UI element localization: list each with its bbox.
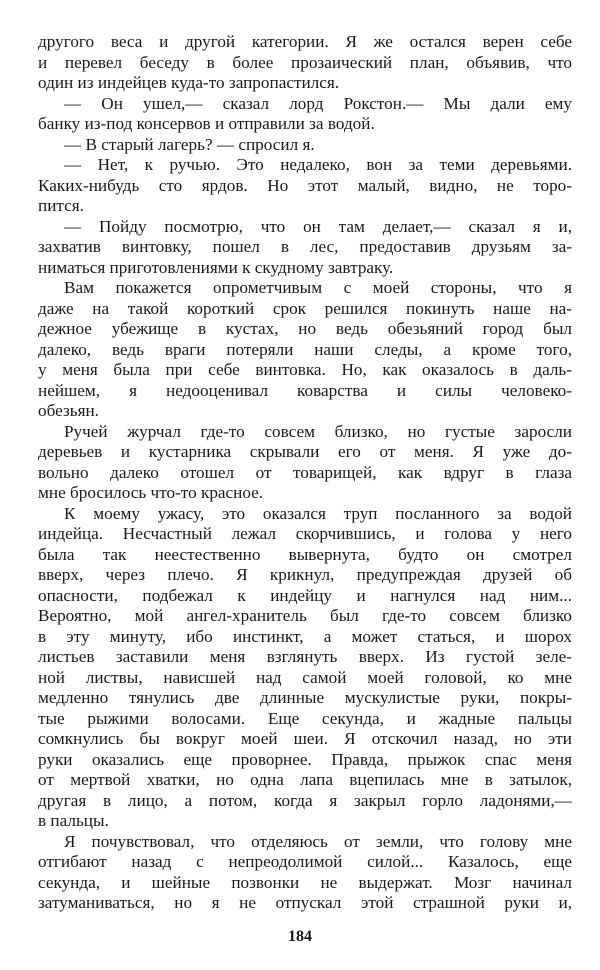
text-line: деревьев и кустарника скрывали его от меня. Я уже до- <box>38 442 572 461</box>
text-line: Каких-нибудь сто ярдов. Но этот малый, видно, не торо- <box>38 175 572 195</box>
text-line: — Пойду посмотрю, что он там делает,— сказал я и, <box>64 216 572 236</box>
text-line: секунда, и шейные позвонки не выдержат. Мозг начинал <box>38 872 572 892</box>
text-line: — Нет, к ручью. Это недалеко, вон за теми деревьями. <box>64 155 572 174</box>
text-line: вверх, через плечо. Я крикнул, предупреждая друзей об <box>38 565 572 584</box>
text-line: далеко, ведь враги потеряли наши следы, а кроме того, <box>38 339 572 359</box>
text-line: индейца. Несчастный лежал скорчившись, и голова у него <box>38 524 572 543</box>
text-line: от мертвой хватки, но одна лапа вцепилась мне в затылок, <box>38 770 572 789</box>
paragraph <box>38 278 572 422</box>
text-line: сомкнулись бы вокруг моей шеи. Я отскочил назад, но эти <box>38 729 572 748</box>
text-line: Вероятно, мой ангел-хранитель был где-то совсем близко <box>38 606 572 625</box>
book-page-text <box>38 32 572 914</box>
text-line: в пальцы. <box>38 811 109 830</box>
paragraph <box>38 217 572 279</box>
page-number: 184 <box>288 928 312 945</box>
paragraph <box>38 422 572 504</box>
text-line: другая в лицо, а потом, когда я закрыл горло ладонями,— <box>38 790 572 810</box>
text-line: другого веса и другой категории. Я же остался верен себе <box>38 32 572 51</box>
text-line: пится. <box>38 196 84 215</box>
paragraph <box>38 94 572 135</box>
text-line: даже на такой короткий срок решился покинуть наше на- <box>38 298 572 318</box>
text-line: Ручей журчал где-то совсем близко, но густые заросли <box>64 421 572 441</box>
text-line: Вам покажется опрометчивым с моей стороны, что я <box>64 278 572 297</box>
paragraph <box>38 504 572 832</box>
text-line: обезьян. <box>38 401 99 420</box>
text-line: у меня была при себе винтовка. Но, как оказалось в даль- <box>38 360 572 379</box>
text-line: отгибают назад с непреодолимой силой... Казалось, еще <box>38 852 572 871</box>
text-line: и перевел беседу в более прозаический план, объявив, что <box>38 52 572 72</box>
text-line: была так неестественно вывернута, будто он смотрел <box>38 544 572 564</box>
text-line: вольно далеко отошел от товарищей, как вдруг в глаза <box>38 462 572 482</box>
text-line: дежное убежище в кустах, но ведь обезьяний город был <box>38 319 572 338</box>
text-line: ниматься приготовлениями к скудному завтраку. <box>38 257 394 277</box>
text-line: листьев заставили меня взглянуть вверх. Из густой зеле- <box>38 647 572 666</box>
text-line: захватив винтовку, пошел в лес, предоставив друзьям за- <box>38 237 572 256</box>
paragraph <box>38 32 572 94</box>
text-line: в эту минуту, ибо инстинкт, а может статься, и шорох <box>38 626 572 646</box>
text-line: — Он ушел,— сказал лорд Рокстон.— Мы дали ему <box>64 93 572 113</box>
text-line: тые рыжими волосами. Еще секунда, и жадные пальцы <box>38 708 572 728</box>
paragraph <box>38 135 572 156</box>
text-line: банку из-под консервов и отправили за водой. <box>38 114 375 133</box>
paragraph <box>38 155 572 217</box>
paragraph <box>38 832 572 914</box>
text-line: нейшем, я недооценивал коварства и силы человеко- <box>38 380 572 400</box>
text-line: затуманиваться, но я не отпускал этой страшной руки и, <box>38 893 572 912</box>
text-line: медленно тянулись две длинные мускулистые руки, покры- <box>38 688 572 707</box>
text-line: мне бросилось что-то красное. <box>38 483 264 502</box>
text-line: один из индейцев куда-то запропастился. <box>38 73 340 92</box>
text-line: руки оказались еще проворнее. Правда, прыжок спас меня <box>38 749 572 769</box>
text-line: Я почувствовал, что отделяюсь от земли, что голову мне <box>64 831 572 851</box>
text-line: опасности, подбежал к индейцу и нагнулся над ним... <box>38 585 572 605</box>
text-line: ной листвы, нависшей над самой моей головой, ко мне <box>38 667 572 687</box>
text-line: — В старый лагерь? — спросил я. <box>64 134 315 154</box>
text-line: К моему ужасу, это оказался труп посланного за водой <box>64 503 572 523</box>
